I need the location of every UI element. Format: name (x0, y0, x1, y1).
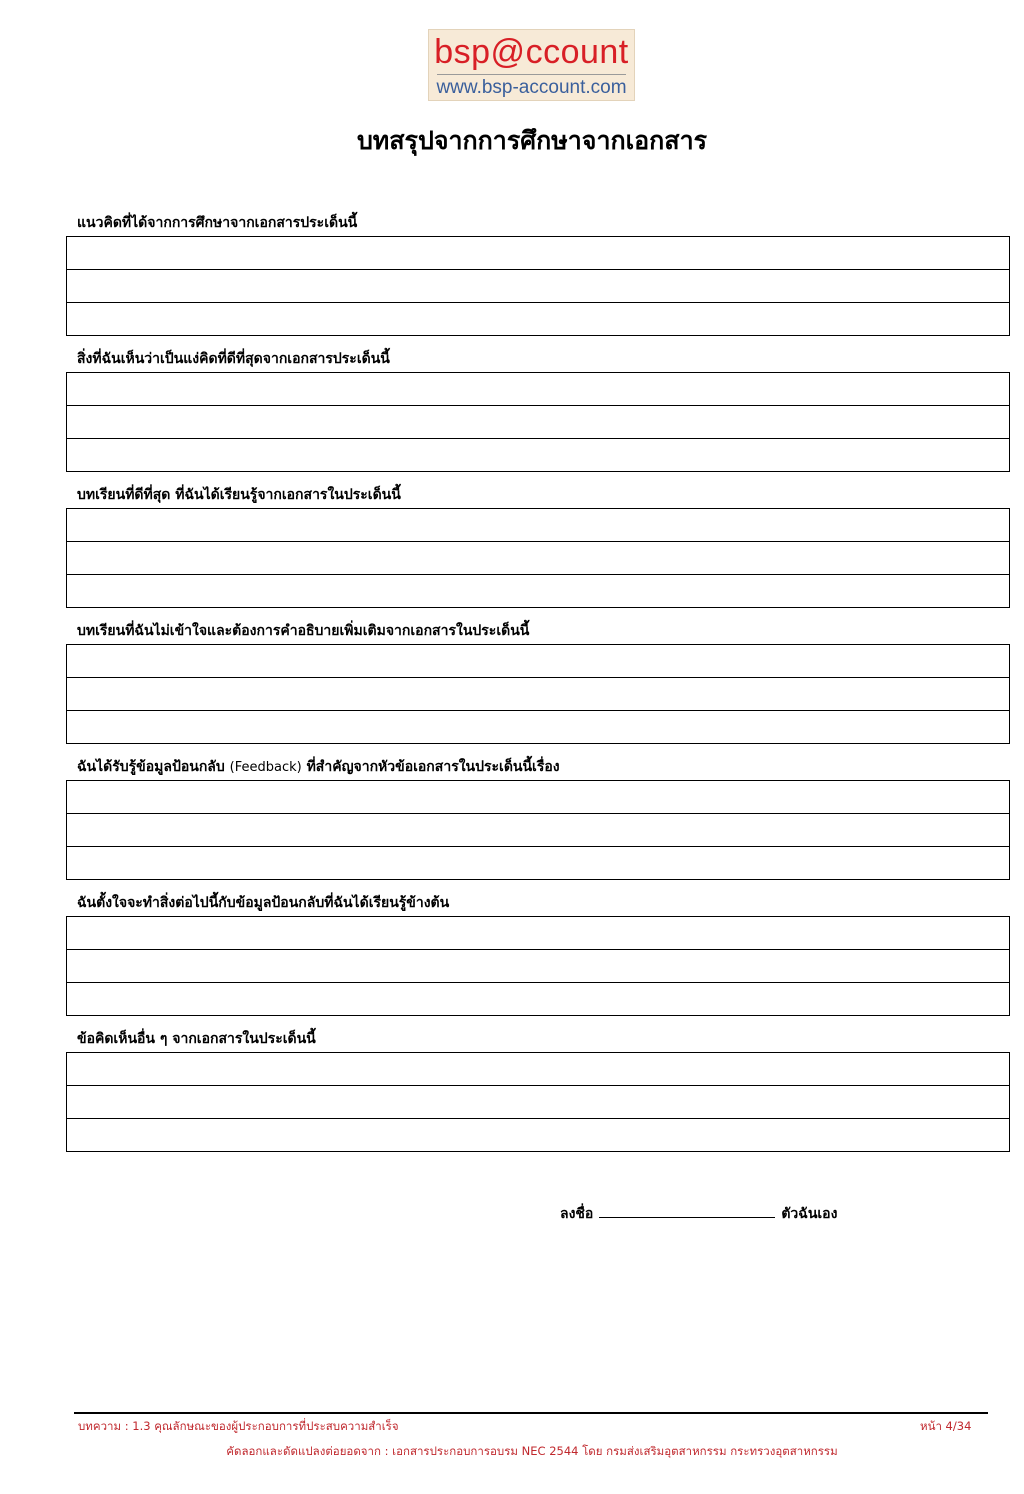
answer-line-3[interactable] (67, 439, 1009, 472)
answer-line-1[interactable] (67, 917, 1009, 950)
section-label-latin: (Feedback) (229, 760, 302, 775)
section-label: ฉันตั้งใจจะทำสิ่งต่อไปนี้กับข้อมูลป้อนกลับที่ฉันได้เรียนรู้ข้างต้น (77, 895, 450, 911)
signature-block (560, 1203, 837, 1224)
section-label: สิ่งที่ฉันเห็นว่าเป็นแง่คิดที่ดีที่สุดจากเอกสารประเด็นนี้ (77, 351, 390, 367)
footer-source-credit: คัดลอกและดัดแปลงต่อยอดจาก : เอกสารประกอบการอบรม NEC 2544 โดย กรมส่งเสริมอุตสาหกรรม กระทรวงอุตสาหกรรม (226, 1444, 838, 1458)
answer-line-1[interactable] (67, 645, 1009, 678)
answer-box[interactable] (66, 1052, 1010, 1152)
logo-divider (437, 74, 626, 75)
answer-line-2[interactable] (67, 814, 1009, 847)
answer-line-3[interactable] (67, 847, 1009, 880)
signature-suffix: ตัวฉันเอง (781, 1206, 838, 1222)
answer-line-3[interactable] (67, 983, 1009, 1016)
answer-line-2[interactable] (67, 950, 1009, 983)
logo-url-text: www.bsp-account.com (436, 77, 627, 98)
section-label: แนวคิดที่ได้จากการศึกษาจากเอกสารประเด็นนี้ (77, 215, 358, 231)
answer-box[interactable] (66, 236, 1010, 336)
signature-line[interactable] (599, 1203, 775, 1218)
answer-line-1[interactable] (67, 237, 1009, 270)
footer-page-number: หน้า 4/34 (920, 1419, 972, 1433)
answer-line-3[interactable] (67, 303, 1009, 336)
section-label: บทเรียนที่ดีที่สุด ที่ฉันได้เรียนรู้จากเอกสารในประเด็นนี้ (77, 487, 401, 503)
answer-box[interactable] (66, 644, 1010, 744)
answer-line-2[interactable] (67, 406, 1009, 439)
answer-box[interactable] (66, 780, 1010, 880)
section-label (77, 758, 560, 777)
answer-line-1[interactable] (67, 509, 1009, 542)
answer-line-2[interactable] (67, 1086, 1009, 1119)
answer-line-1[interactable] (67, 781, 1009, 814)
footer-divider (74, 1412, 988, 1414)
section-label-part-2: ที่สำคัญจากหัวข้อเอกสารในประเด็นนี้เรื่อง (301, 759, 560, 775)
answer-line-2[interactable] (67, 678, 1009, 711)
answer-line-2[interactable] (67, 542, 1009, 575)
section-label: ข้อคิดเห็นอื่น ๆ จากเอกสารในประเด็นนี้ (77, 1031, 316, 1047)
logo-brand-text: bsp@ccount (434, 33, 629, 71)
page-title: บทสรุปจากการศึกษาจากเอกสาร (356, 126, 708, 155)
answer-line-3[interactable] (67, 575, 1009, 608)
brand-logo (428, 29, 635, 101)
section-label-part-1: ฉันได้รับรู้ข้อมูลป้อนกลับ (77, 759, 230, 775)
answer-line-1[interactable] (67, 1053, 1009, 1086)
answer-box[interactable] (66, 916, 1010, 1016)
footer-article-title: บทความ : 1.3 คุณลักษณะของผู้ประกอบการที่ประสบความสำเร็จ (78, 1419, 399, 1433)
answer-line-1[interactable] (67, 373, 1009, 406)
answer-line-3[interactable] (67, 711, 1009, 744)
answer-box[interactable] (66, 508, 1010, 608)
signature-prefix: ลงชื่อ (560, 1206, 594, 1222)
answer-box[interactable] (66, 372, 1010, 472)
answer-line-3[interactable] (67, 1119, 1009, 1152)
answer-line-2[interactable] (67, 270, 1009, 303)
section-label: บทเรียนที่ฉันไม่เข้าใจและต้องการคำอธิบายเพิ่มเติมจากเอกสารในประเด็นนี้ (77, 623, 530, 639)
